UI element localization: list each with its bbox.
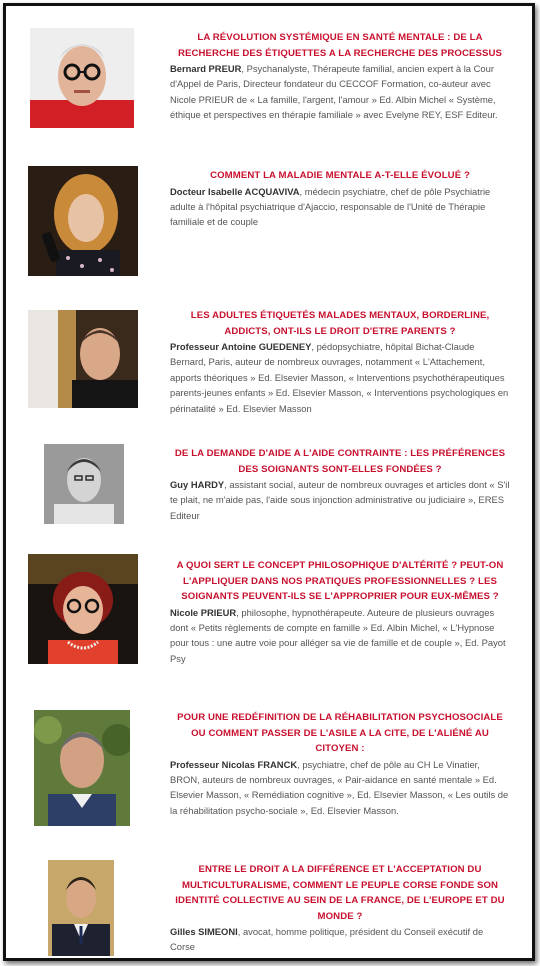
speaker-description: , philosophe, hypnothérapeute. Auteure de plusieurs ouvrages dont « Petits règlements de compte en famille » Ed. Albin Michel, « L'Hypnose pour tous : une autre voie pour alléger sa vie de famille et de couple », Ed. Payot Psy — [170, 606, 506, 664]
speaker-photo — [28, 310, 138, 408]
speaker-photo — [44, 444, 124, 524]
speaker-bio — [170, 924, 510, 955]
speaker-bio — [170, 184, 510, 230]
speaker-photo — [34, 710, 130, 826]
speaker-bio — [170, 605, 510, 667]
speaker-photo — [30, 28, 134, 128]
talk-title: COMMENT LA MALADIE MENTALE A-T-ELLE ÉVOLUÉ ? — [210, 170, 470, 181]
speaker-photo — [28, 166, 138, 276]
talk-title: ENTRE LE DROIT A LA DIFFÉRENCE ET L'ACCEPTATION DU MULTICULTURALISME, COMMENT LE PEUPLE CORSE FONDE SON IDENTITÉ COLLECTIVE AU SEIN DE LA FRANCE, DE L'EUROPE ET DU MONDE ? — [175, 864, 505, 922]
speaker-photo — [28, 554, 138, 664]
program-page — [3, 3, 535, 961]
speaker-name: Bernard PREUR — [170, 63, 242, 74]
talk-title: LA RÉVOLUTION SYSTÉMIQUE EN SANTÉ MENTALE : DE LA RECHERCHE DES ÉTIQUETTES A LA RECHERCHE DES PROCESSUS — [177, 32, 503, 59]
talk-title: DE LA DEMANDE D'AIDE A L'AIDE CONTRAINTE : LES PRÉFÉRENCES DES SOIGNANTS SONT-ELLES FONDÉES ? — [174, 448, 506, 475]
speaker-bio — [170, 61, 510, 123]
speaker-name: Guy HARDY — [170, 479, 225, 490]
talk-title: POUR UNE REDÉFINITION DE LA RÉHABILITATION PSYCHOSOCIALE OU COMMENT PASSER DE L'ASILE A LA CITE, DE L'ALIÉNÉ AU CITOYEN : — [177, 712, 503, 754]
talk-title: LES ADULTES ÉTIQUETÉS MALADES MENTAUX, BORDERLINE, ADDICTS, ONT-ILS LE DROIT D'ETRE PARENTS ? — [190, 310, 490, 337]
speaker-name: Nicole PRIEUR — [170, 606, 237, 618]
speaker-photo — [48, 860, 114, 956]
speaker-description: , avocat, homme politique, président du Conseil exécutif de Corse — [170, 926, 484, 953]
speaker-description: , Psychanalyste, Thérapeute familial, ancien expert à la Cour d'Appel de Paris, Directeur fondateur du CECCOF Formation, co-auteur avec Nicole PRIEUR de « La famille, l'argent, l'amour » Ed. Albin Michel « Système, éthique et perspectives en thérapie familiale » avec Evelyne REY, ESF Editeur. — [170, 63, 498, 121]
speaker-description: , médecin psychiatre, chef de pôle Psychiatrie adulte à l'hôpital psychiatrique d'Ajaccio, responsable de l'Unité de Thérapie familiale et de couple — [170, 185, 491, 228]
speaker-description: , assistant social, auteur de nombreux ouvrages et articles dont « S'il te plait, ne m'aide pas, l'aide sous injonction administrative ou judiciaire », ERES Editeur — [170, 479, 510, 521]
speaker-description: , pédopsychiatre, hôpital Bichat-Claude Bernard, Paris, auteur de nombreux ouvrages, notamment « L'Attachement, apports théoriques » Ed. Elsevier Masson, « Interventions psychothérapeutiques parents-jeunes enfants » Ed. Elsevier Masson, « Interventions psychologiques en périnatalité » Ed. Elsevier Masson — [170, 341, 509, 414]
talk-title: A QUOI SERT LE CONCEPT PHILOSOPHIQUE D'ALTÉRITÉ ? PEUT-ON L'APPLIQUER DANS NOS PRATIQUES PROFESSIONNELLES ? LES SOIGNANTS PEUVENT-ILS SE L'APPROPRIER POUR EUX-MÊMES ? — [176, 560, 504, 602]
speaker-name: Gilles SIMEONI — [170, 926, 238, 937]
speaker-bio — [170, 339, 510, 416]
speaker-name: Professeur Antoine GUEDENEY — [170, 341, 312, 352]
speaker-name: Docteur Isabelle ACQUAVIVA — [170, 185, 300, 197]
speaker-bio — [170, 477, 510, 523]
speaker-name: Professeur Nicolas FRANCK — [170, 758, 298, 770]
speaker-description: , psychiatre, chef de pôle au CH Le Vinatier, BRON, auteurs de nombreux ouvrages, « Pair-aidance en santé mentale » Ed. Elsevier Masson, « Remédiation cognitive », Ed. Elsevier Masson, « Les outils de la réhabilitation psycho-sociale », Ed. Elsevier Masson. — [170, 758, 509, 816]
speaker-bio — [170, 757, 510, 819]
